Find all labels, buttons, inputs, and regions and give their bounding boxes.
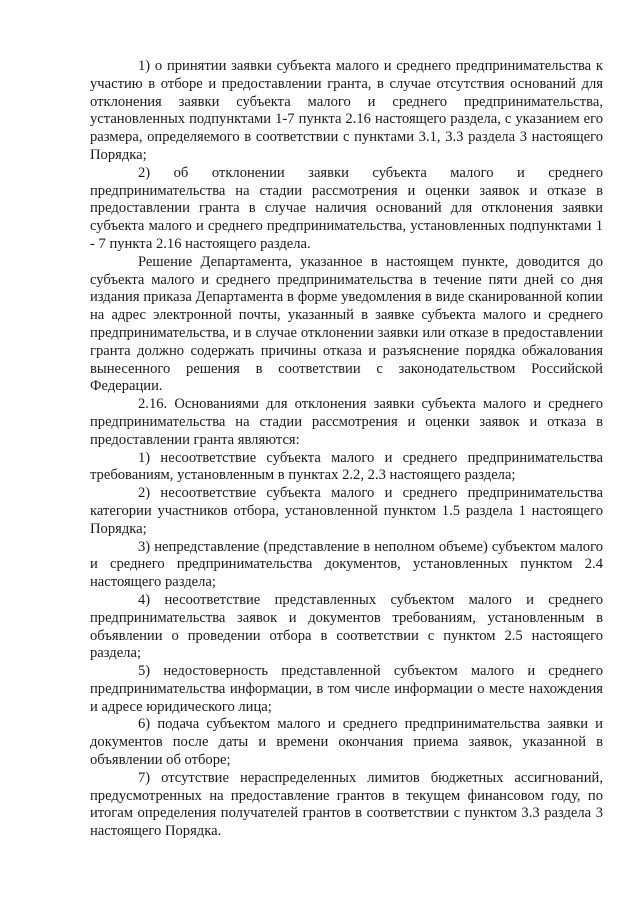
- paragraph-ground-7: 7) отсутствие нераспределенных лимитов бюджетных ассигнований, предусмотренных на предоставление грантов в текущем финансовом году, по итогам определения получателей грантов в соответствии с пунктом 3.3 раздела 3 настоящего Порядка.: [90, 769, 603, 840]
- document-page: [90, 58, 603, 841]
- paragraph-section-2-16: 2.16. Основаниями для отклонения заявки субъекта малого и среднего предпринимательства на стадии рассмотрения и оценки заявок и отказа в предоставлении гранта являются:: [90, 396, 603, 448]
- paragraph-ground-1: 1) несоответствие субъекта малого и среднего предпринимательства требованиям, установленным в пунктах 2.2, 2.3 настоящего раздела;: [90, 449, 603, 484]
- paragraph-decision-accept: 1) о принятии заявки субъекта малого и среднего предпринимательства к участию в отборе и предоставлении гранта, в случае отсутствия оснований для отклонения заявки субъекта малого и среднего предпринимательства, установленных подпунктами 1-7 пункта 2.16 настоящего раздела, с указанием его размера, определяемого в соответствии с пунктами 3.1, 3.3 раздела 3 настоящего Порядка;: [90, 58, 603, 163]
- paragraph-ground-6: 6) подача субъектом малого и среднего предпринимательства заявки и документов после даты и времени окончания приема заявок, указанной в объявлении об отборе;: [90, 716, 603, 769]
- paragraph-ground-4: 4) несоответствие представленных субъектом малого и среднего предпринимательства заявок и документов требованиям, установленным в объявлении о проведении отбора в соответствии с пунктом 2.5 настоящего раздела;: [90, 591, 603, 662]
- paragraph-ground-2: 2) несоответствие субъекта малого и среднего предпринимательства категории участников отбора, установленной пунктом 1.5 раздела 1 настоящего Порядка;: [90, 485, 603, 537]
- paragraph-decision-reject: 2) об отклонении заявки субъекта малого и среднего предпринимательства на стадии рассмотрения и оценки заявок и отказе в предоставлении гранта в случае наличия оснований для отклонения заявки субъекта малого и среднего предпринимательства, установленных подпунктами 1 - 7 пункта 2.16 настоящего раздела.: [90, 164, 603, 252]
- paragraph-ground-3: 3) непредставление (представление в неполном объеме) субъектом малого и среднего предпринимательства документов, установленных пунктом 2.4 настоящего раздела;: [90, 538, 603, 591]
- paragraph-ground-5: 5) недостоверность представленной субъектом малого и среднего предпринимательства информации, в том числе информации о месте нахождения и адресе юридического лица;: [90, 663, 603, 715]
- paragraph-notification: Решение Департамента, указанное в настоящем пункте, доводится до субъекта малого и среднего предпринимательства в течение пяти дней со дня издания приказа Департамента в форме уведомления в виде сканированной копии на адрес электронной почты, указанный в заявке субъекта малого и среднего предпринимательства, и в случае отклонении заявки или отказе в предоставлении гранта должно содержать причины отказа и разъяснение порядка обжалования вынесенного решения в соответствии с законодательством Российской Федерации.: [90, 253, 603, 395]
